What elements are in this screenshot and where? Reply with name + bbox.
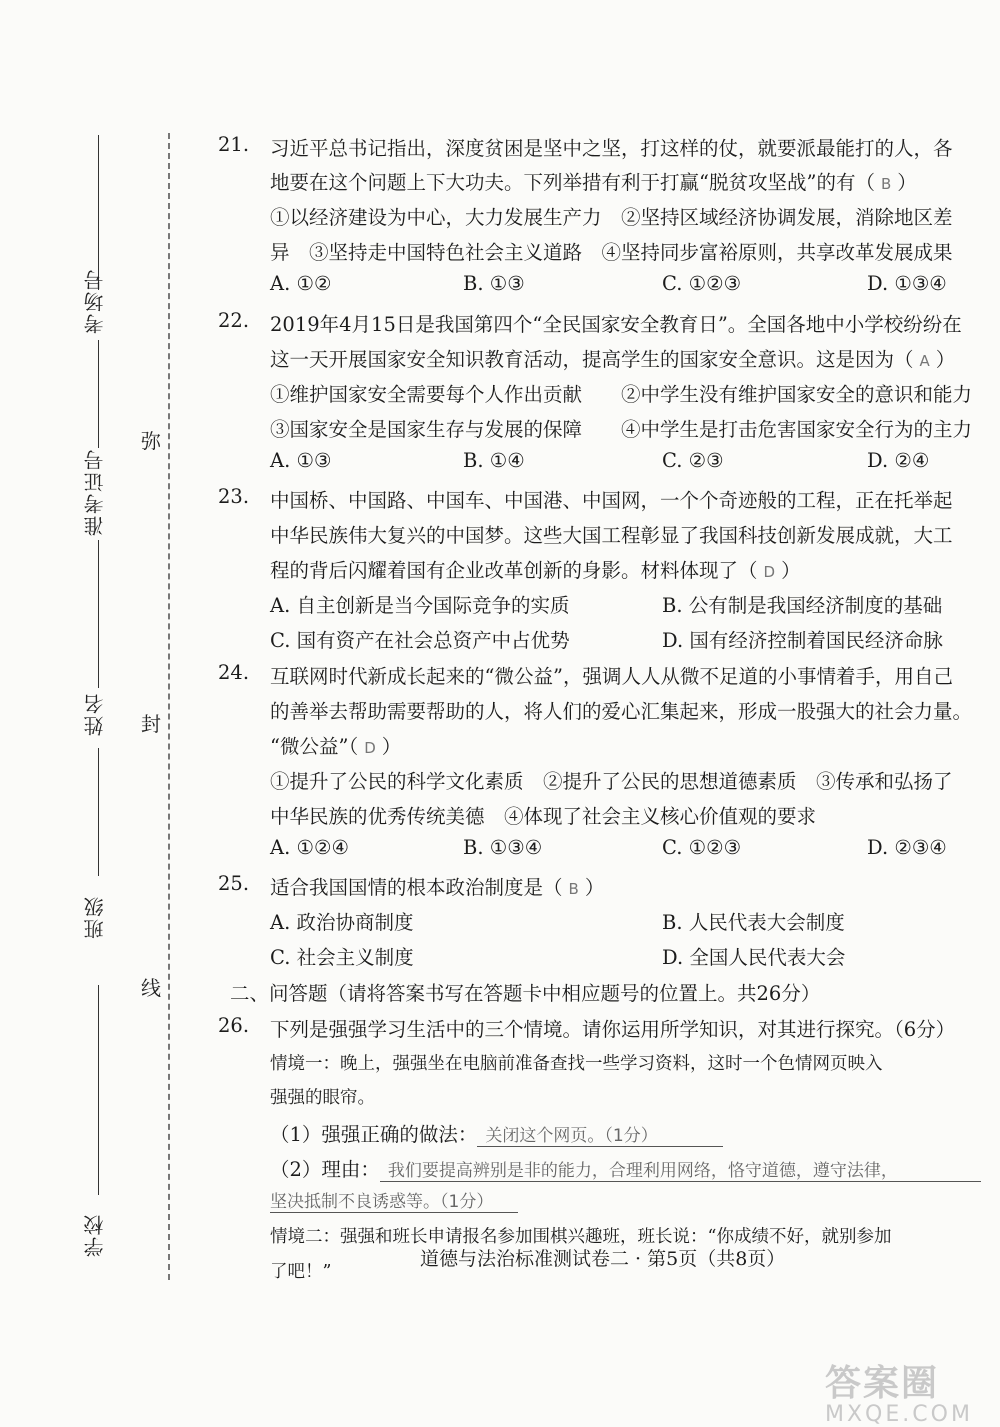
watermark-logo: 答案圈	[825, 1363, 940, 1404]
q21-option-c: C. ①②③	[662, 272, 742, 295]
q24-option-d: D. ②③④	[867, 836, 947, 859]
watermark-url: MXQE.COM	[825, 1402, 973, 1427]
q23-option-c: C. 国有资产在社会总资产中占优势	[270, 629, 570, 652]
q21-statements-line1: ①以经济建设为中心，大力发展生产力 ②坚持区域经济协调发展，消除地区差	[270, 206, 953, 229]
class-line	[98, 748, 99, 876]
q26-part1-answer: 关闭这个网页。（1分）	[477, 1121, 723, 1147]
q25-option-a: A. 政治协商制度	[270, 911, 414, 934]
q22-option-d: D. ②④	[867, 449, 930, 472]
q21-options	[270, 272, 1000, 300]
q24-number: 24.	[218, 661, 250, 684]
q23-answer: D	[763, 563, 776, 581]
school-line	[98, 985, 99, 1195]
section-2-heading: 二、问答题（请将答案书写在答题卡中相应题号的位置上。共26分）	[230, 982, 821, 1005]
q25-options-row2	[270, 942, 1000, 970]
exam-room-line	[98, 135, 99, 290]
seal-char-mi: 弥	[141, 429, 161, 453]
school-label: 学校	[83, 1213, 107, 1257]
q25-answer: B	[568, 880, 579, 898]
q21-statements-line2: 异 ③坚持走中国特色社会主义道路 ④坚持同步富裕原则，共享改革发展成果	[270, 241, 953, 264]
q24-statements-line1: ①提升了公民的科学文化素质 ②提升了公民的思想道德素质 ③传承和弘扬了	[270, 770, 953, 793]
q22-options	[270, 449, 1000, 477]
q26-context2-line2: 了吧！”	[270, 1262, 332, 1282]
q23-stem-line1: 中国桥、中国路、中国车、中国港、中国网，一个个奇迹般的工程，正在托举起	[270, 489, 953, 512]
q26-part1: （1）强强正确的做法： 关闭这个网页。（1分）	[270, 1119, 723, 1147]
q24-option-a: A. ①②④	[270, 836, 349, 859]
q24-option-c: C. ①②③	[662, 836, 742, 859]
q23-option-d: D. 国有经济控制着国民经济命脉	[662, 629, 943, 652]
q21-option-a: A. ①②	[270, 272, 332, 295]
q24-option-b: B. ①③④	[463, 836, 543, 859]
seal-char-feng: 封	[141, 712, 161, 736]
seal-char-xian: 线	[141, 976, 161, 1000]
q24-statements-line2: 中华民族的优秀传统美德 ④体现了社会主义核心价值观的要求	[270, 805, 817, 828]
watermark	[825, 1355, 973, 1427]
q22-option-b: B. ①④	[463, 449, 525, 472]
q22-stem-line2: 这一天开展国家安全知识教育活动，提高学生的国家安全意识。这是因为（ A ）	[270, 348, 956, 371]
q25-number: 25.	[218, 872, 250, 895]
q22-stem-line1: 2019年4月15日是我国第四个“全民国家安全教育日”。全国各地中小学校纷纷在	[270, 313, 962, 336]
q21-stem-line1: 习近平总书记指出，深度贫困是坚中之坚，打这样的仗，就要派最能打的人，各	[270, 137, 953, 160]
q25-options-row1	[270, 907, 1000, 935]
q21-option-b: B. ①③	[463, 272, 525, 295]
ticket-number-label: 准考证号	[83, 448, 107, 536]
q21-option-d: D. ①③④	[867, 272, 947, 295]
q24-stem-line2: 的善举去帮助需要帮助的人，将人们的爱心汇集起来，形成一股强大的社会力量。	[270, 700, 973, 723]
q23-stem-line3: 程的背后闪耀着国有企业改革创新的身影。材料体现了（ D ）	[270, 559, 801, 582]
q24-options	[270, 836, 1000, 864]
q23-stem-line2: 中华民族伟大复兴的中国梦。这些大国工程彰显了我国科技创新发展成就，大工	[270, 524, 953, 547]
q23-options-row2	[270, 625, 1000, 653]
q25-option-d: D. 全国人民代表大会	[662, 946, 846, 969]
q26-part2-cont	[270, 1187, 518, 1213]
q24-stem-line1: 互联网时代新成长起来的“微公益”，强调人人从微不足道的小事情着手，用自己	[270, 665, 953, 688]
q22-option-c: C. ②③	[662, 449, 724, 472]
q22-option-a: A. ①③	[270, 449, 332, 472]
q24-answer: D	[364, 739, 376, 757]
q22-statements-line2: ③国家安全是国家生存与发展的保障 ④中学生是打击危害国家安全行为的主力	[270, 418, 973, 441]
q25-stem: 适合我国国情的根本政治制度是（ B ）	[270, 876, 605, 899]
seal-dashed-line	[168, 133, 170, 1280]
q23-number: 23.	[218, 485, 250, 508]
q22-statements-line1: ①维护国家安全需要每个人作出贡献 ②中学生没有维护国家安全的意识和能力	[270, 383, 973, 406]
name-label: 姓名	[83, 692, 107, 736]
q22-number: 22.	[218, 309, 250, 332]
q26-context1-line1: 情境一：晚上，强强坐在电脑前准备查找一些学习资料，这时一个色情网页映入	[270, 1054, 883, 1074]
q21-answer: B	[880, 175, 892, 193]
q26-stem: 下列是强强学习生活中的三个情境。请你运用所学知识，对其进行探究。（6分）	[270, 1018, 956, 1041]
q26-part2-answer-line2: 坚决抵制不良诱惑等。（1分）	[270, 1187, 518, 1213]
q24-stem-line3: “微公益”（ D ）	[270, 735, 402, 758]
q26-number: 26.	[218, 1014, 250, 1037]
q22-answer: A	[919, 352, 930, 370]
class-label: 班级	[83, 895, 107, 939]
q25-option-c: C. 社会主义制度	[270, 946, 414, 969]
q21-stem-line2: 地要在这个问题上下大功夫。下列举措有利于打赢“脱贫攻坚战”的有（ B ）	[270, 171, 917, 194]
q21-number: 21.	[218, 133, 250, 156]
q23-option-a: A. 自主创新是当今国际竞争的实质	[270, 594, 570, 617]
exam-room-label: 考场号	[83, 268, 107, 334]
q26-context1-line2: 强强的眼帘。	[270, 1088, 375, 1108]
page-footer: 道德与法治标准测试卷二 · 第5页（共8页）	[420, 1248, 786, 1270]
q23-option-b: B. 公有制是我国经济制度的基础	[662, 594, 943, 617]
name-line	[98, 540, 99, 688]
ticket-line	[98, 340, 99, 448]
q25-option-b: B. 人民代表大会制度	[662, 911, 845, 934]
q23-options-row1	[270, 590, 1000, 618]
q26-context2-line1: 情境二：强强和班长申请报名参加围棋兴趣班，班长说：“你成绩不好，就别参加	[270, 1227, 892, 1247]
q26-part2-answer-line1: 我们要提高辨别是非的能力，合理利用网络，恪守道德，遵守法律，	[380, 1156, 981, 1182]
q26-part2: （2）理由： 我们要提高辨别是非的能力，合理利用网络，恪守道德，遵守法律，	[270, 1154, 981, 1182]
